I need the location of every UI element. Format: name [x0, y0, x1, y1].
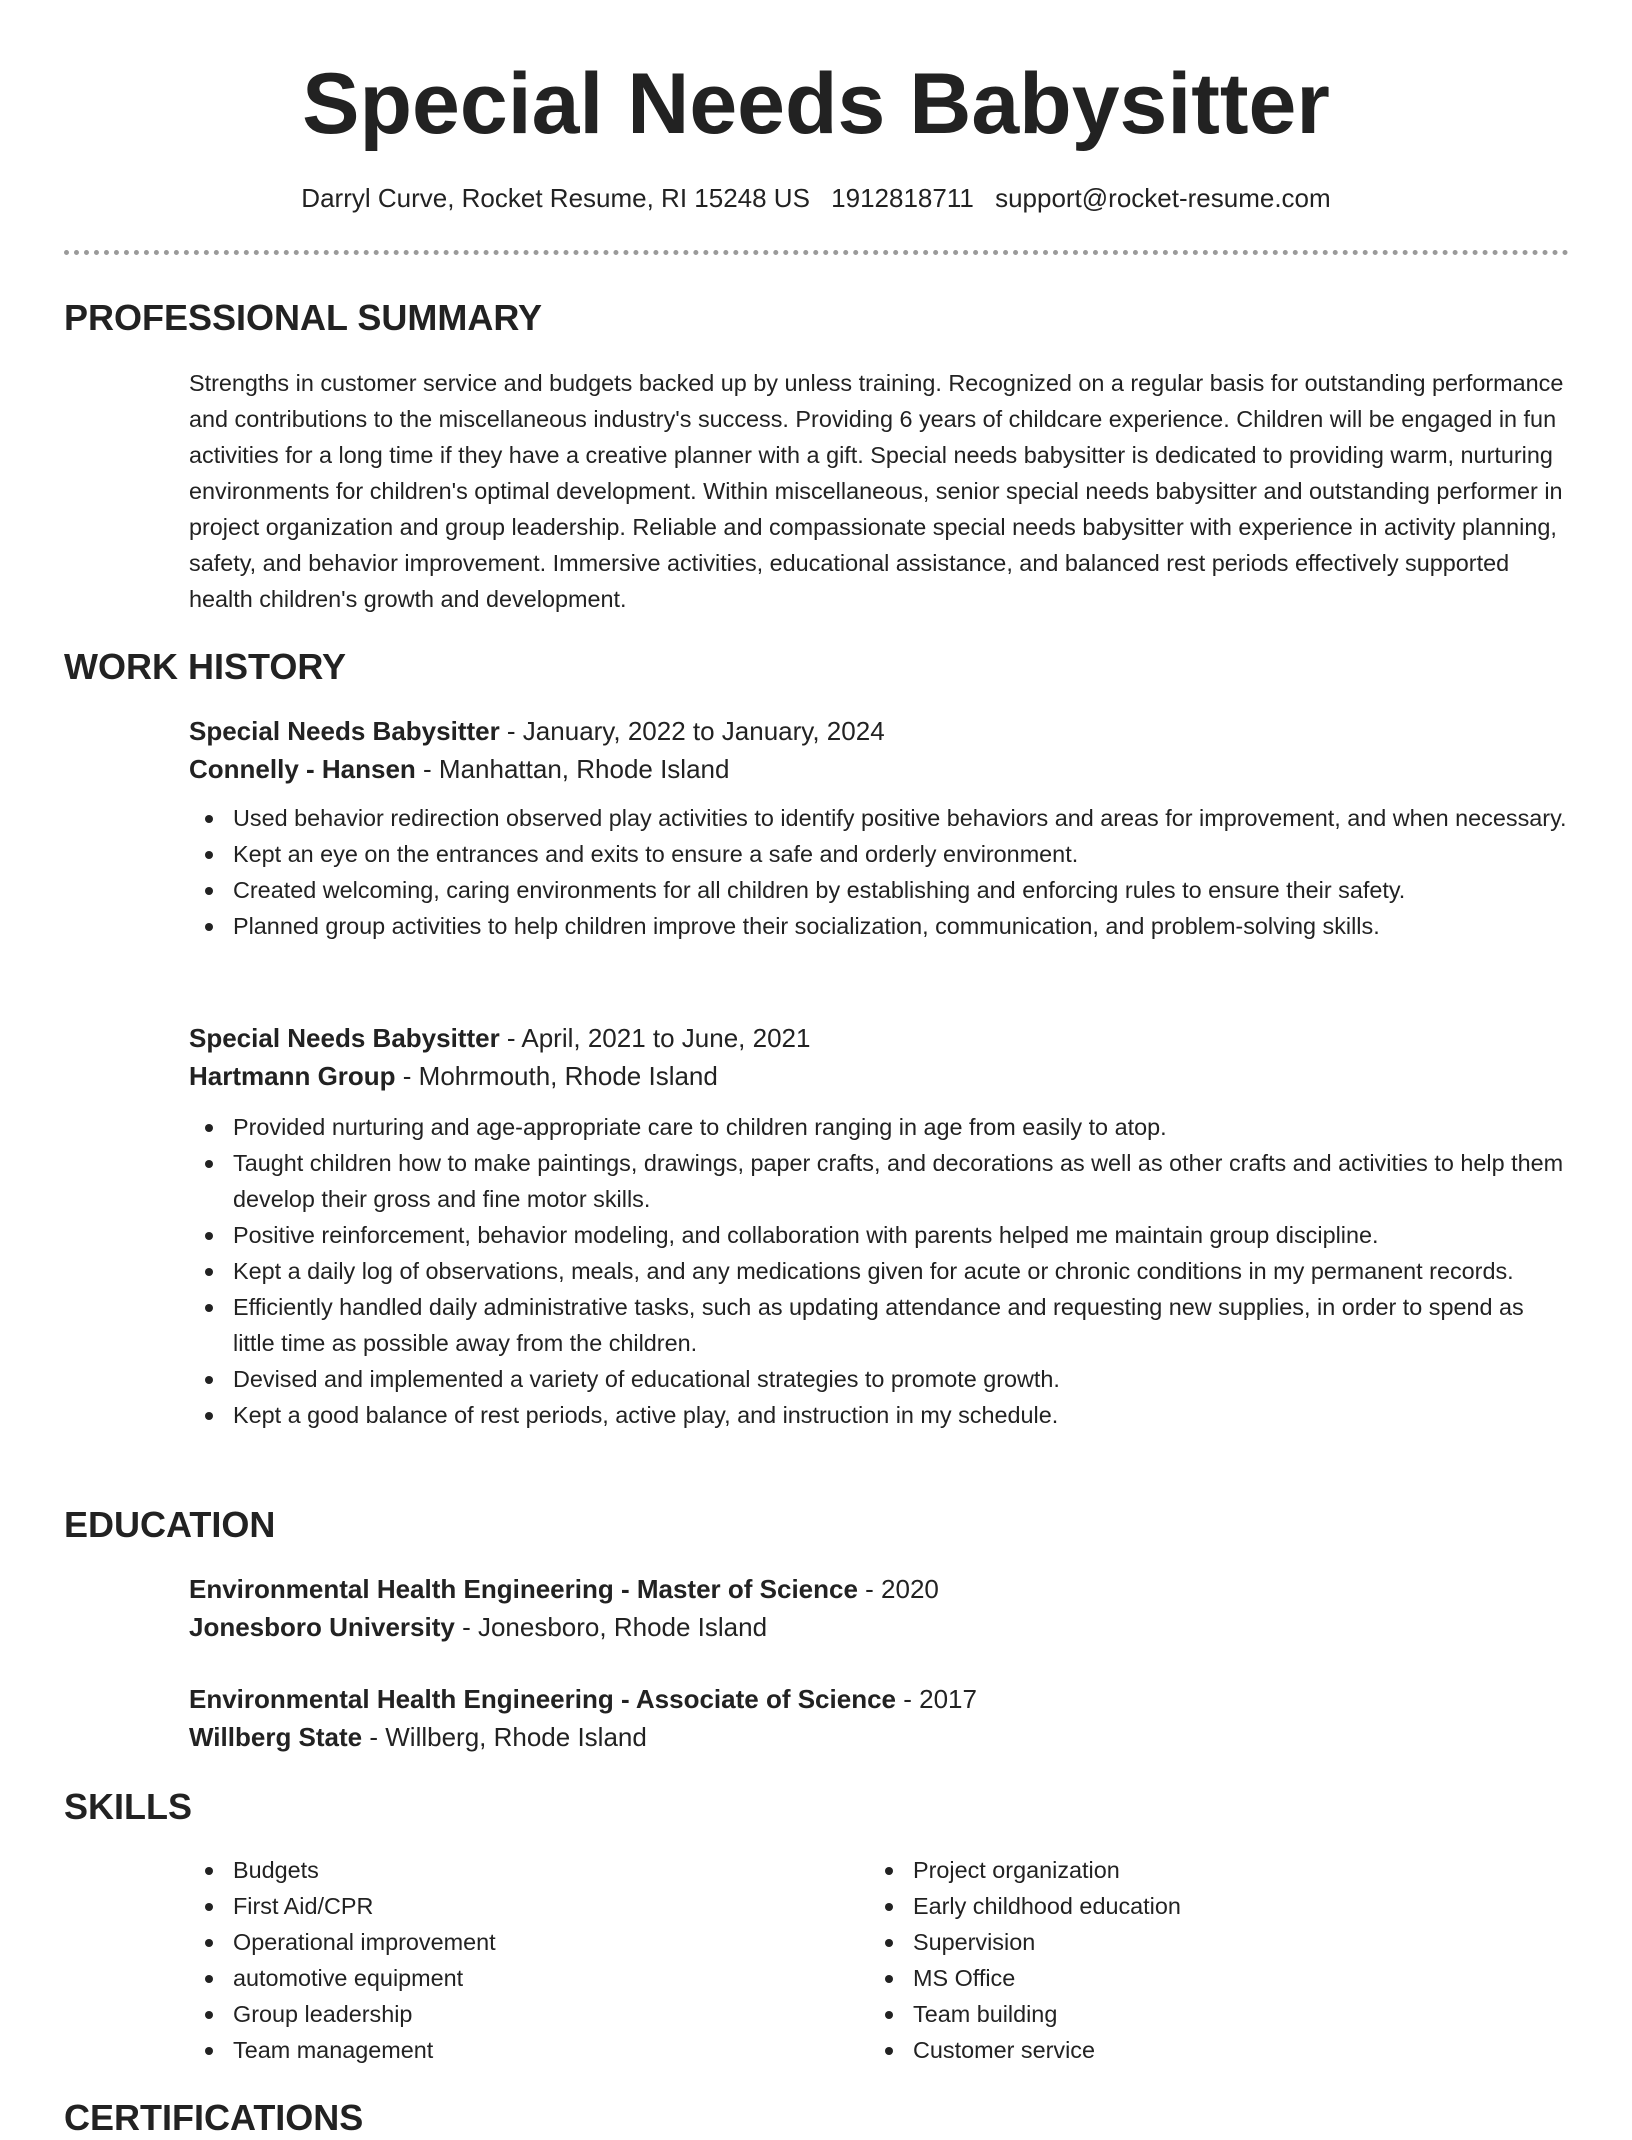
skill-item: MS Office — [869, 1960, 1549, 1996]
education-year: - 2017 — [896, 1684, 977, 1714]
contact-phone: 1912818711 — [831, 183, 974, 213]
section-title-certifications: CERTIFICATIONS — [64, 2097, 364, 2138]
education-location: - Willberg, Rhode Island — [362, 1722, 647, 1752]
job-role: Special Needs Babysitter — [189, 1023, 500, 1053]
job-dates: - January, 2022 to January, 2024 — [499, 716, 885, 746]
list-item: Kept a daily log of observations, meals, and any medications given for acute or chronic conditions in my permanent records. — [189, 1253, 1569, 1289]
list-item: Created welcoming, caring environments for all children by establishing and enforcing rules to ensure their safety. — [189, 872, 1569, 908]
skill-item: Budgets — [189, 1852, 869, 1888]
education-degree: Environmental Health Engineering - Associate of Science — [189, 1684, 896, 1714]
job-dates: - April, 2021 to June, 2021 — [499, 1023, 811, 1053]
list-item: Used behavior redirection observed play activities to identify positive behaviors and areas for improvement, and when necessary. — [189, 800, 1569, 836]
skill-item: Group leadership — [189, 1996, 869, 2032]
job-title-line — [189, 712, 1569, 750]
list-item: Devised and implemented a variety of educational strategies to promote growth. — [189, 1361, 1569, 1397]
skill-item: Operational improvement — [189, 1924, 869, 1960]
list-item: Taught children how to make paintings, drawings, paper crafts, and decorations as well as other crafts and activities to help them develop their gross and fine motor skills. — [189, 1145, 1569, 1217]
skill-item: Supervision — [869, 1924, 1549, 1960]
list-item: Planned group activities to help children improve their socialization, communication, and problem-solving skills. — [189, 908, 1569, 944]
list-item: Positive reinforcement, behavior modeling, and collaboration with parents helped me maintain group discipline. — [189, 1217, 1569, 1253]
contact-line — [0, 180, 1632, 216]
skill-item: Team building — [869, 1996, 1549, 2032]
education-school-line — [189, 1608, 1569, 1646]
education-location: - Jonesboro, Rhode Island — [454, 1612, 768, 1642]
job-bullets — [189, 1109, 1569, 1433]
job-role: Special Needs Babysitter — [189, 716, 500, 746]
job-company: Connelly - Hansen — [189, 754, 416, 784]
section-title-work-history: WORK HISTORY — [64, 646, 347, 687]
list-item: Provided nurturing and age-appropriate care to children ranging in age from easily to atop. — [189, 1109, 1569, 1145]
skill-item: First Aid/CPR — [189, 1888, 869, 1924]
education-school: Willberg State — [189, 1722, 363, 1752]
education-school-line — [189, 1718, 1569, 1756]
section-title-summary: PROFESSIONAL SUMMARY — [64, 297, 543, 338]
education-school: Jonesboro University — [189, 1612, 455, 1642]
job-entry-1 — [189, 712, 1569, 944]
education-entry-2 — [189, 1680, 1569, 1756]
education-entry-1 — [189, 1570, 1569, 1646]
job-company-line — [189, 1057, 1569, 1095]
skill-item: Early childhood education — [869, 1888, 1549, 1924]
education-degree-line — [189, 1680, 1569, 1718]
list-item: Kept a good balance of rest periods, active play, and instruction in my schedule. — [189, 1397, 1569, 1433]
skills-list-left — [189, 1852, 869, 2068]
skill-item: automotive equipment — [189, 1960, 869, 1996]
section-title-skills: SKILLS — [64, 1786, 193, 1827]
contact-address: Darryl Curve, Rocket Resume, RI 15248 US — [301, 183, 810, 213]
header-divider — [64, 250, 1569, 255]
job-company-line — [189, 750, 1569, 788]
job-bullets — [189, 800, 1569, 944]
education-degree-line — [189, 1570, 1569, 1608]
job-location: - Manhattan, Rhode Island — [415, 754, 730, 784]
resume-name: Special Needs Babysitter — [302, 56, 1330, 152]
list-item: Efficiently handled daily administrative tasks, such as updating attendance and requesting new supplies, in order to spend as little time as possible away from the children. — [189, 1289, 1569, 1361]
job-company: Hartmann Group — [189, 1061, 396, 1091]
skill-item: Team management — [189, 2032, 869, 2068]
skill-item: Customer service — [869, 2032, 1549, 2068]
job-title-line — [189, 1019, 1569, 1057]
summary-text: Strengths in customer service and budgets backed up by unless training. Recognized on a regular basis for outstanding performance and contributions to the miscellaneous industry's success. Providing 6 years of childcare experience. Children will be engaged in fun activities for a long time if they have a creative planner with a gift. Special needs babysitter is dedicated to providing warm, nurturing environments for children's optimal development. Within miscellaneous, senior special needs babysitter and outstanding performer in project organization and group leadership. Reliable and compassionate special needs babysitter with experience in activity planning, safety, and behavior improvement. Immersive activities, educational assistance, and balanced rest periods effectively supported health children's growth and development. — [189, 370, 1564, 612]
skill-item: Project organization — [869, 1852, 1549, 1888]
skills-list-right — [869, 1852, 1549, 2068]
job-location: - Mohrmouth, Rhode Island — [395, 1061, 718, 1091]
education-degree: Environmental Health Engineering - Master of Science — [189, 1574, 858, 1604]
section-title-education: EDUCATION — [64, 1504, 276, 1545]
skills-columns — [189, 1852, 1569, 2068]
education-year: - 2020 — [857, 1574, 939, 1604]
job-entry-2 — [189, 1019, 1569, 1433]
contact-email: support@rocket-resume.com — [995, 183, 1331, 213]
list-item: Kept an eye on the entrances and exits to ensure a safe and orderly environment. — [189, 836, 1569, 872]
